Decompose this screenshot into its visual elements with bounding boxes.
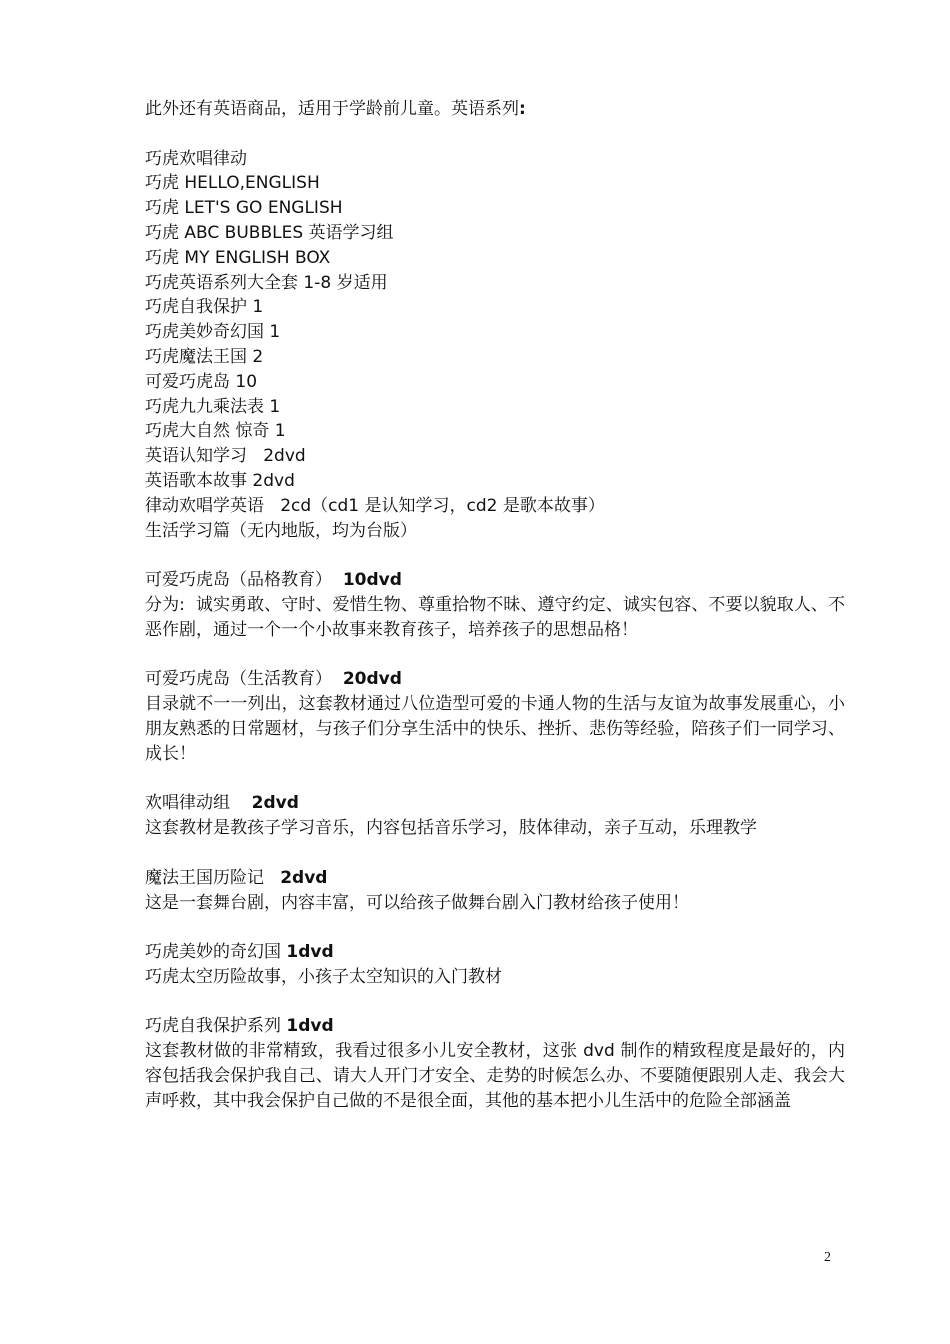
section-title: 魔法王国历险记 2dvd <box>145 867 328 888</box>
disc-count-badge: 2dvd <box>280 867 328 888</box>
section-body: 这套教材是教孩子学习音乐，内容包括音乐学习，肢体律动，亲子互动，乐理教学 <box>145 818 757 839</box>
section-body: 巧虎太空历险故事，小孩子太空知识的入门教材 <box>145 966 502 987</box>
list-item: 生活学习篇（无内地版，均为台版） <box>145 520 417 541</box>
section <box>145 940 845 990</box>
intro-line: 此外还有英语商品，适用于学龄前儿童。英语系列: <box>145 99 526 119</box>
disc-count-badge: 2dvd <box>251 793 299 814</box>
list-item: 巧虎魔法王国 2 <box>145 346 264 367</box>
list-item: 巧虎 LET'S GO ENGLISH <box>145 198 343 219</box>
product-list <box>145 147 845 544</box>
disc-count-badge: 20dvd <box>342 669 402 690</box>
section-title: 欢唱律动组 2dvd <box>145 793 299 814</box>
list-item: 巧虎欢唱律动 <box>145 148 247 169</box>
section-body: 分为: 诚实勇敢、守时、爱惜生物、尊重拾物不昧、遵守约定、诚实包容、不要以貌取人、不恶作剧，通过一个一个小故事来教育孩子，培养孩子的思想品格！ <box>145 594 845 640</box>
section-body: 这套教材做的非常精致，我看过很多小儿安全教材，这张 dvd 制作的精致程度是最好的，内容包括我会保护我自己、请大人开门才安全、走势的时候怎么办、不要随便跟别人走、我会大声呼救，其中我会保护自己做的不是很全面，其他的基本把小儿生活中的危险全部涵盖 <box>145 1041 845 1111</box>
section <box>145 791 845 841</box>
section-title: 巧虎自我保护系列 1dvd <box>145 1016 334 1037</box>
disc-count-badge: 1dvd <box>286 1016 334 1037</box>
section <box>145 568 845 642</box>
section-body: 目录就不一一列出，这套教材通过八位造型可爱的卡通人物的生活与友谊为故事发展重心，小朋友熟悉的日常题材，与孩子们分享生活中的快乐、挫折、悲伤等经验，陪孩子们一同学习、成长！ <box>145 694 845 764</box>
list-item: 巧虎 ABC BUBBLES 英语学习组 <box>145 222 394 243</box>
document-body <box>145 97 845 1114</box>
list-item: 巧虎 MY ENGLISH BOX <box>145 247 331 268</box>
list-item: 律动欢唱学英语 2cd（cd1 是认知学习，cd2 是歌本故事） <box>145 495 605 516</box>
section-title: 巧虎美妙的奇幻国 1dvd <box>145 942 334 963</box>
list-item: 巧虎自我保护 1 <box>145 297 264 318</box>
list-item: 英语认知学习 2dvd <box>145 446 306 467</box>
disc-count-badge: 10dvd <box>342 570 402 591</box>
list-item: 巧虎大自然 惊奇 1 <box>145 421 286 442</box>
list-item: 巧虎美妙奇幻国 1 <box>145 322 281 343</box>
list-item: 可爱巧虎岛 10 <box>145 371 258 392</box>
section-title: 可爱巧虎岛（生活教育） 20dvd <box>145 669 402 690</box>
section <box>145 866 845 916</box>
section <box>145 667 845 766</box>
list-item: 巧虎九九乘法表 1 <box>145 396 281 417</box>
section <box>145 1014 845 1113</box>
page-number: 2 <box>824 1250 831 1265</box>
list-item: 巧虎 HELLO,ENGLISH <box>145 173 320 194</box>
list-item: 英语歌本故事 2dvd <box>145 470 295 491</box>
disc-count-badge: 1dvd <box>286 942 334 963</box>
section-body: 这是一套舞台剧，内容丰富，可以给孩子做舞台剧入门教材给孩子使用！ <box>145 892 689 913</box>
section-title: 可爱巧虎岛（品格教育） 10dvd <box>145 570 402 591</box>
list-item: 巧虎英语系列大全套 1-8 岁适用 <box>145 272 388 293</box>
